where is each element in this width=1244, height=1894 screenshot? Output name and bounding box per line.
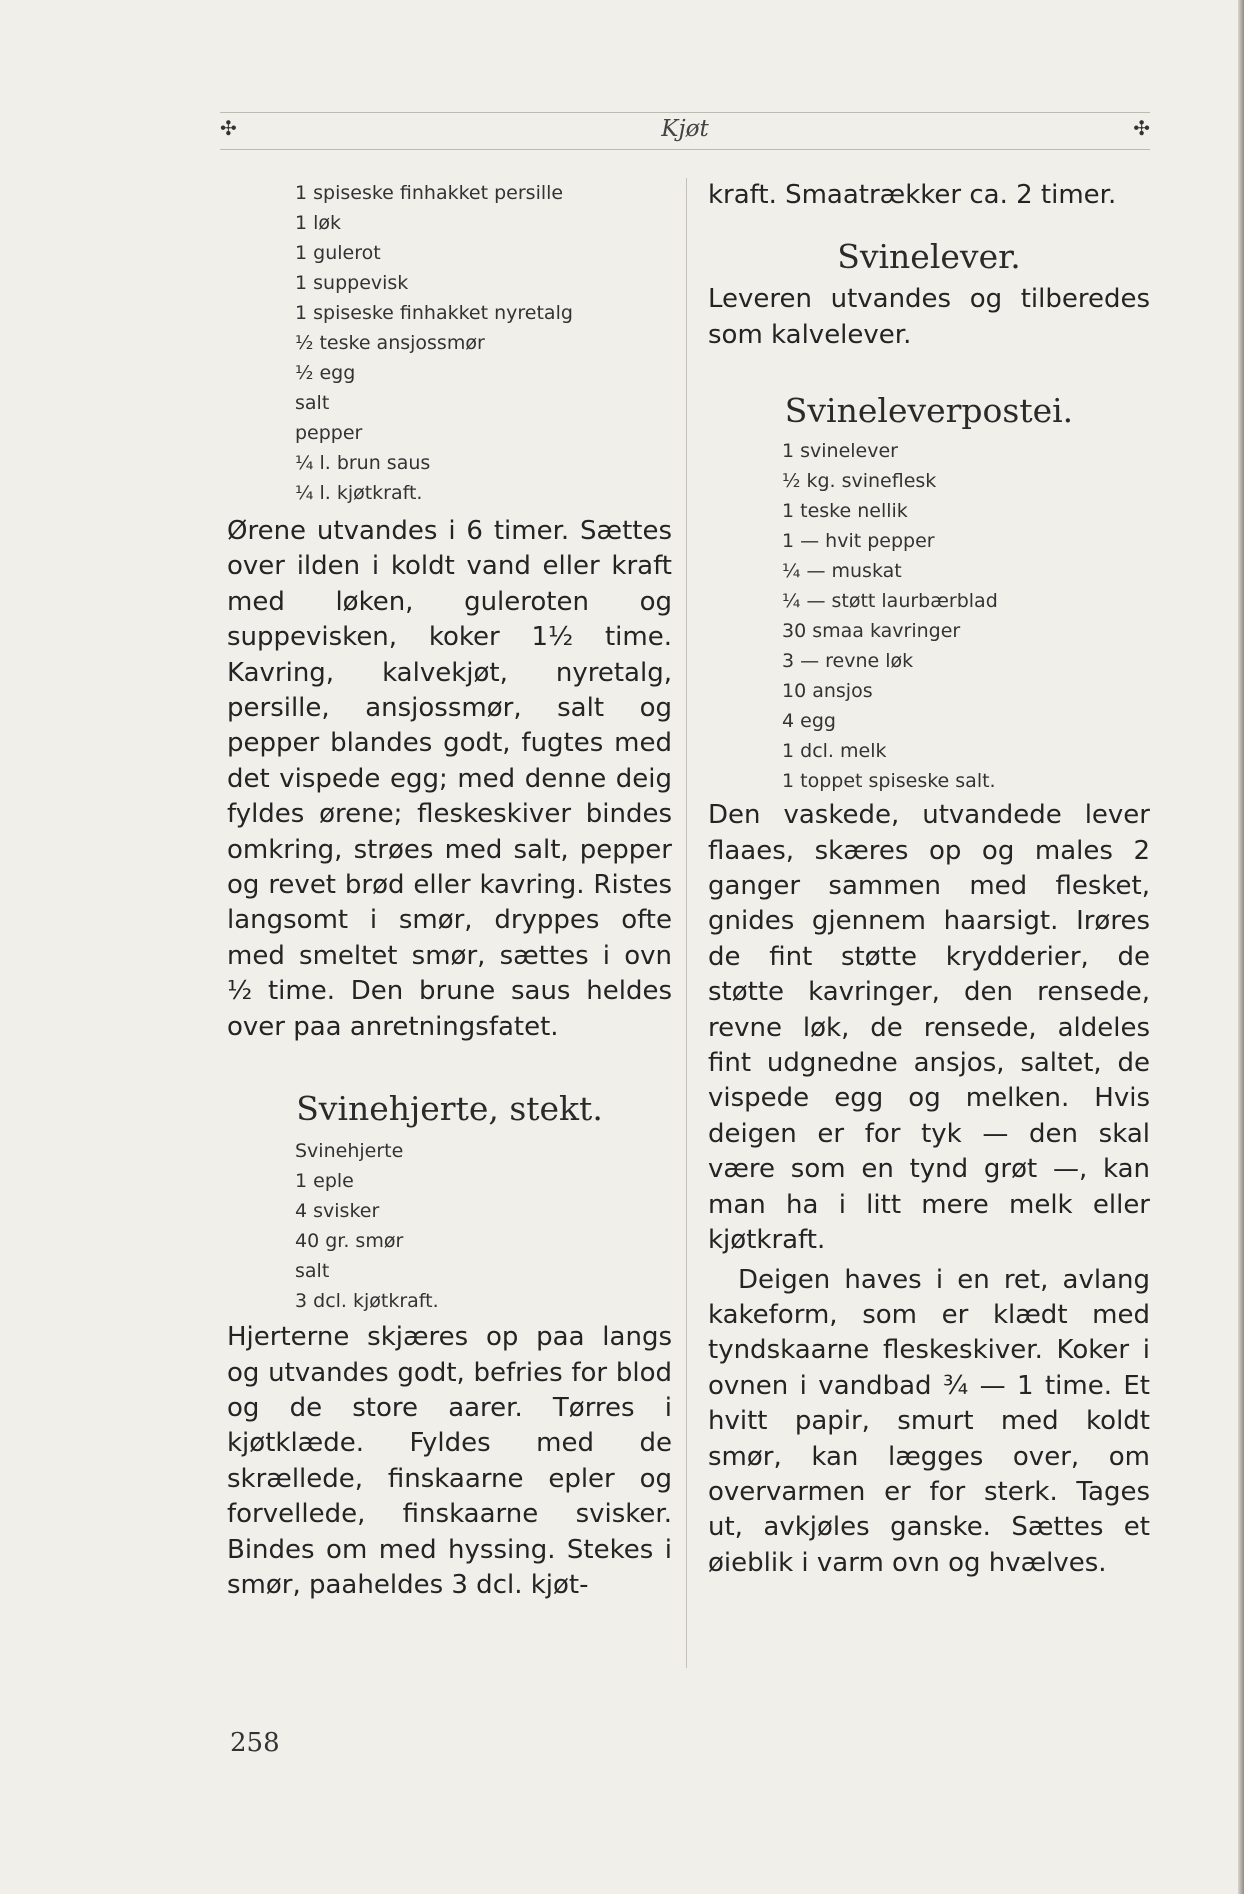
running-title: Kjøt <box>661 116 709 142</box>
ingredient: 1 gulerot <box>295 242 381 264</box>
ingredient: 30 smaa kavringer <box>782 620 961 643</box>
ingredient: 1 suppevisk <box>295 272 409 294</box>
page-edge <box>1238 0 1244 1894</box>
ingredient: 1 eple <box>295 1170 354 1193</box>
running-header <box>220 112 1150 150</box>
ingredient: Svinehjerte <box>295 1140 404 1163</box>
ingredient: ½ teske ansjossmør <box>295 332 485 354</box>
page-number: 258 <box>230 1728 280 1758</box>
ingredient: 3 — revne løk <box>782 650 914 673</box>
recipe-instructions: Ørene utvandes i 6 timer. Sættes over ilden i koldt vand eller kraft med løken, guleroten og suppevisken, koker 1½ time. Kavring, kalvekjøt, nyretalg, persille, ansjossmør, salt og pepper blandes godt, fugtes med det vispede egg; med denne deig fyldes ørene; fleskeskiver bindes omkring, strøes med salt, pepper og revet brød eller kavring. Ristes langsomt i smør, dryppes ofte med smeltet smør, sættes i ovn ½ time. Den brune saus heldes over paa anretningsfatet. <box>227 516 672 1042</box>
ingredient: 1 dcl. melk <box>782 740 887 763</box>
ingredient: salt <box>295 392 330 414</box>
ingredient: ¼ l. kjøtkraft. <box>295 482 423 504</box>
recipe-instructions: Leveren utvandes og tilberedes som kalvelever. <box>708 284 1150 350</box>
ingredient: 1 løk <box>295 212 342 234</box>
ingredient: 1 svinelever <box>782 440 898 463</box>
ingredient: ¼ — muskat <box>782 560 902 583</box>
ingredient: 4 svisker <box>295 1200 380 1223</box>
recipe-instructions: Hjerterne skjæres op paa langs og utvandes godt, befries for blod og de store aarer. Tørres i kjøtklæde. Fyldes med de skrællede, finskaarne epler og forvellede, finskaarne svisker. Bindes om med hyssing. Stekes i smør, paaheldes 3 dcl. kjøt- <box>227 1322 672 1600</box>
ingredient: 1 spiseske finhakket persille <box>295 182 564 204</box>
recipe-heading: Svinelever. <box>837 237 1021 277</box>
ingredient: ¼ l. brun saus <box>295 452 431 474</box>
ingredient-list <box>782 436 1150 796</box>
recipe-instructions: Deigen haves i en ret, avlang kakeform, som er klædt med tyndskaarne fleskeskiver. Koker i ovnen i vandbad ¾ — 1 time. Et hvitt papir, smurt med koldt smør, kan lægges over, om overvarmen er for sterk. Tages ut, avkjøles ganske. Sættes et øieblik i varm ovn og hvælves. <box>708 1264 1150 1578</box>
ingredient: ½ kg. svineflesk <box>782 470 937 493</box>
ingredient: 3 dcl. kjøtkraft. <box>295 1290 439 1313</box>
left-column <box>227 178 672 1603</box>
ingredient: 1 toppet spiseske salt. <box>782 770 996 793</box>
recipe-instructions: kraft. Smaatrækker ca. 2 timer. <box>708 180 1117 210</box>
column-divider <box>686 178 687 1668</box>
ingredient-list <box>295 178 672 508</box>
ingredient: ½ egg <box>295 362 356 384</box>
ingredient: 1 teske nellik <box>782 500 908 523</box>
right-column <box>708 178 1150 1581</box>
recipe-heading: Svinehjerte, stekt. <box>296 1089 603 1129</box>
ingredient: salt <box>295 1260 330 1283</box>
ornament-left-icon: ✣ <box>220 116 237 140</box>
ornament-right-icon: ✣ <box>1133 116 1150 140</box>
ingredient: pepper <box>295 422 363 444</box>
ingredient: 4 egg <box>782 710 836 733</box>
recipe-heading: Svineleverpostei. <box>784 391 1074 431</box>
ingredient: 40 gr. smør <box>295 1230 404 1253</box>
ingredient: 1 spiseske finhakket nyretalg <box>295 302 573 324</box>
ingredient: 1 — hvit pepper <box>782 530 935 553</box>
ingredient: ¼ — støtt laurbærblad <box>782 590 998 613</box>
recipe-instructions: Den vaskede, utvandede lever flaaes, skæres op og males 2 ganger sammen med flesket, gnides gjennem haarsigt. Irøres de fint støtte krydderier, de støtte kavringer, den rensede, revne løk, de rensede, aldeles fint udgnedne ansjos, saltet, de vispede egg og melken. Hvis deigen er for tyk — den skal være som en tynd grøt —, kan man ha i litt mere melk eller kjøtkraft. <box>708 800 1150 1256</box>
ingredient: 10 ansjos <box>782 680 873 703</box>
ingredient-list <box>295 1136 672 1316</box>
